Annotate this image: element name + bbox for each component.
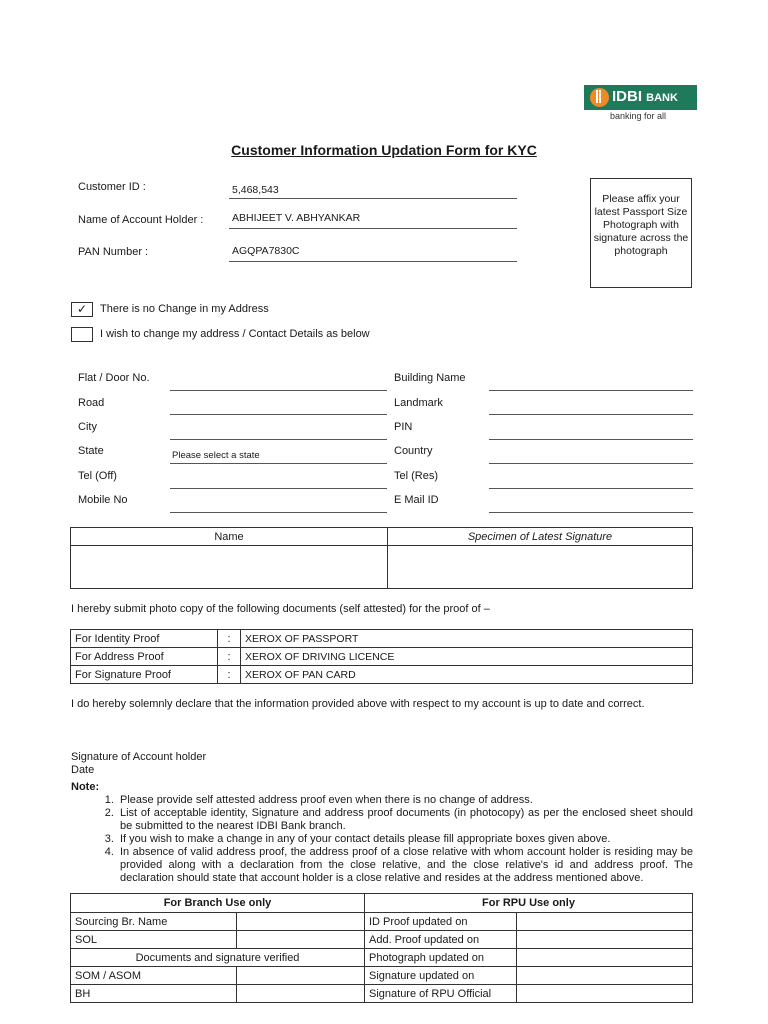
flat-label: Flat / Door No.	[78, 372, 150, 384]
building-label: Building Name	[394, 372, 466, 384]
table-row	[71, 648, 693, 666]
list-item: 1. Please provide self attested address proof even when there is no change of address.	[117, 794, 693, 807]
list-item: 2. List of acceptable identity, Signature and address proof documents (in photocopy) as per the enclosed sheet should be submitted to the nearest IDBI Bank branch.	[117, 807, 693, 833]
pin-label: PIN	[394, 421, 413, 433]
rpu-row-value[interactable]	[517, 985, 693, 1003]
country-label: Country	[394, 445, 433, 457]
no-change-checkbox[interactable]: ✓	[71, 302, 93, 317]
table-row	[71, 931, 693, 949]
logo-emblem-icon	[590, 88, 609, 107]
mobile-label: Mobile No	[78, 494, 128, 506]
rpu-row-label: Signature updated on	[365, 967, 517, 985]
table-row	[71, 913, 693, 931]
rpu-use-header: For RPU Use only	[365, 894, 693, 913]
rpu-row-label: ID Proof updated on	[365, 913, 517, 931]
branch-row-label: BH	[71, 985, 237, 1003]
email-label: E Mail ID	[394, 494, 439, 506]
doc-value: XEROX OF PAN CARD	[241, 666, 693, 684]
branch-row-label: Sourcing Br. Name	[71, 913, 237, 931]
pan-field[interactable]	[229, 261, 517, 262]
rpu-row-value[interactable]	[517, 931, 693, 949]
doc-value: XEROX OF PASSPORT	[241, 630, 693, 648]
branch-row-label: Documents and signature verified	[71, 949, 365, 967]
table-row	[71, 949, 693, 967]
pan-value: AGQPA7830C	[232, 245, 300, 257]
road-field[interactable]	[170, 414, 387, 415]
table-row	[71, 985, 693, 1003]
list-item: 3. If you wish to make a change in any of your contact details please fill appropriate boxes given above.	[117, 833, 693, 846]
specimen-header: Specimen of Latest Signature	[388, 528, 693, 546]
account-holder-value: ABHIJEET V. ABHYANKAR	[232, 212, 361, 224]
name-header: Name	[71, 528, 388, 546]
state-select[interactable]: Please select a state	[172, 450, 260, 461]
change-address-checkbox[interactable]	[71, 327, 93, 342]
list-item: 4. In absence of valid address proof, the address proof of a close relative with whom account holder is residing may be provided along with a declaration from the close relative, and the close relative's id and address proof. The declaration should state that account holder is a close relative and resides at the address mentioned above.	[117, 846, 693, 885]
rpu-row-value[interactable]	[517, 967, 693, 985]
email-field[interactable]	[489, 512, 693, 513]
table-row	[71, 630, 693, 648]
docs-intro: I hereby submit photo copy of the following documents (self attested) for the proof of –	[71, 603, 490, 615]
customer-id-field[interactable]	[229, 198, 517, 199]
customer-id-label: Customer ID :	[78, 181, 146, 193]
mobile-field[interactable]	[170, 512, 387, 513]
flat-field[interactable]	[170, 390, 387, 391]
table-row	[71, 967, 693, 985]
office-use-table	[70, 893, 693, 1003]
road-label: Road	[78, 397, 105, 409]
account-holder-label: Name of Account Holder :	[78, 214, 204, 226]
rpu-row-value[interactable]	[517, 949, 693, 967]
branch-row-value[interactable]	[237, 931, 365, 949]
branch-row-value[interactable]	[237, 985, 365, 1003]
rpu-row-value[interactable]	[517, 913, 693, 931]
branch-row-value[interactable]	[237, 967, 365, 985]
logo-text: IDBI BANK	[612, 88, 678, 105]
doc-label: For Address Proof	[71, 648, 218, 666]
rpu-row-label: Photograph updated on	[365, 949, 517, 967]
note-label: Note:	[71, 781, 100, 793]
doc-label: For Identity Proof	[71, 630, 218, 648]
signature-cell[interactable]	[388, 546, 693, 589]
state-label: State	[78, 445, 104, 457]
country-field[interactable]	[489, 463, 693, 464]
doc-value: XEROX OF DRIVING LICENCE	[241, 648, 693, 666]
pin-field[interactable]	[489, 439, 693, 440]
page-title: Customer Information Updation Form for KYC	[231, 142, 537, 158]
tel-off-field[interactable]	[170, 488, 387, 489]
name-cell[interactable]	[71, 546, 388, 589]
doc-separator: :	[218, 666, 241, 684]
tel-off-label: Tel (Off)	[78, 470, 117, 482]
branch-use-header: For Branch Use only	[71, 894, 365, 913]
table-row	[71, 666, 693, 684]
date-label: Date	[71, 764, 95, 776]
rpu-row-label: Add. Proof updated on	[365, 931, 517, 949]
city-field[interactable]	[170, 439, 387, 440]
notes-section	[71, 781, 693, 885]
branch-row-value[interactable]	[237, 913, 365, 931]
doc-label: For Signature Proof	[71, 666, 218, 684]
doc-separator: :	[218, 630, 241, 648]
signature-label: Signature of Account holder	[71, 751, 207, 763]
pan-label: PAN Number :	[78, 246, 149, 258]
city-label: City	[78, 421, 97, 433]
declaration: I do hereby solemnly declare that the information provided above with respect to my account is up to date and correct.	[71, 698, 645, 710]
documents-table	[70, 629, 693, 684]
account-holder-field[interactable]	[229, 228, 517, 229]
rpu-row-label: Signature of RPU Official	[365, 985, 517, 1003]
no-change-label: There is no Change in my Address	[100, 303, 269, 315]
state-field	[170, 463, 387, 464]
branch-row-label: SOM / ASOM	[71, 967, 237, 985]
tel-res-label: Tel (Res)	[394, 470, 439, 482]
tel-res-field[interactable]	[489, 488, 693, 489]
change-address-label: I wish to change my address / Contact Details as below	[100, 328, 370, 340]
doc-separator: :	[218, 648, 241, 666]
photo-box: Please affix your latest Passport Size Photograph with signature across the photograph	[590, 178, 692, 288]
landmark-label: Landmark	[394, 397, 443, 409]
building-field[interactable]	[489, 390, 693, 391]
customer-id-value: 5,468,543	[232, 184, 279, 196]
signature-table	[70, 527, 693, 589]
landmark-field[interactable]	[489, 414, 693, 415]
branch-row-label: SOL	[71, 931, 237, 949]
logo-tagline: banking for all	[610, 111, 667, 121]
